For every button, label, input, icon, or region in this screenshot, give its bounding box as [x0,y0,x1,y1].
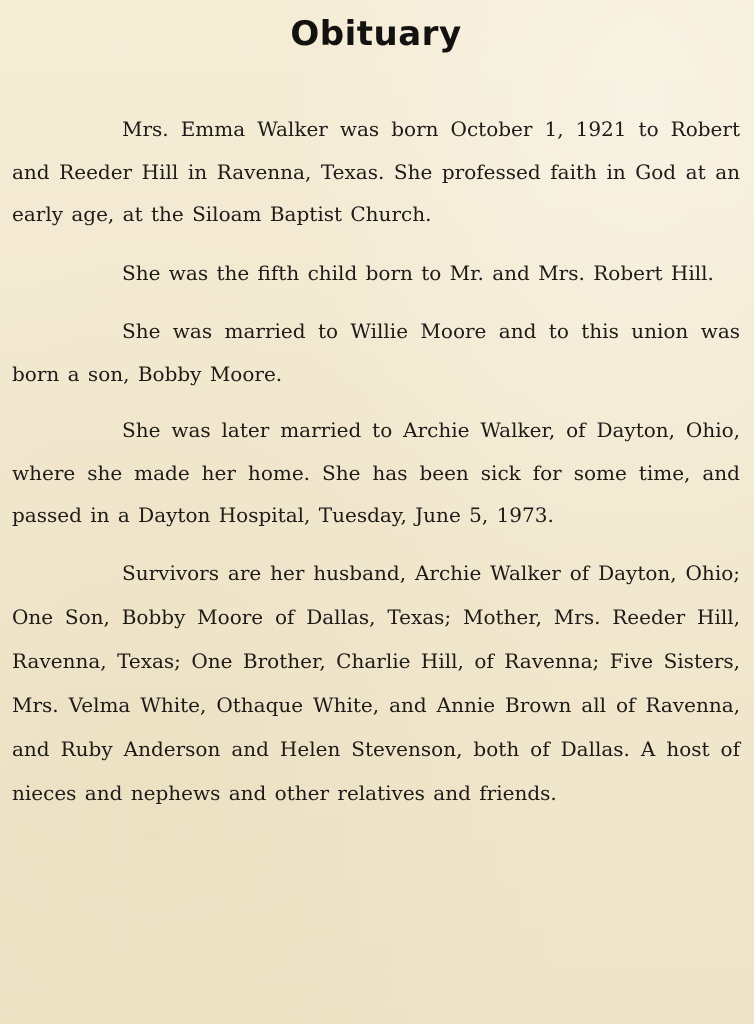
page-title: Obituary [290,14,462,54]
paragraph-second-marriage: She was later married to Archie Walker, of Dayton, Ohio, where she made her home. She has been sick for some time, and passed in a Dayton Hospital, Tuesday, June 5, 1973. [12,418,740,527]
paragraph-birth-order: She was the fifth child born to Mr. and Mrs. Robert Hill. [122,260,714,285]
paragraph-first-marriage: She was married to Willie Moore and to this union was born a son, Bobby Moore. [12,319,740,386]
paragraph-survivors: Survivors are her husband, Archie Walker of Dayton, Ohio; One Son, Bobby Moore of Dallas, Texas; Mother, Mrs. Reeder Hill, Ravenna, Texas; One Brother, Charlie Hill, of Ravenna; Five Sisters, Mrs. Velma White, Othaque White, and Annie Brown all of Ravenna, and Ruby Anderson and Helen Stevenson, both of Dallas. A host of nieces and nephews and other relatives and friends. [12,560,740,805]
paragraph-birth: Mrs. Emma Walker was born October 1, 1921 to Robert and Reeder Hill in Ravenna, Texas. She professed faith in God at an early age, at the Siloam Baptist Church. [12,117,740,226]
